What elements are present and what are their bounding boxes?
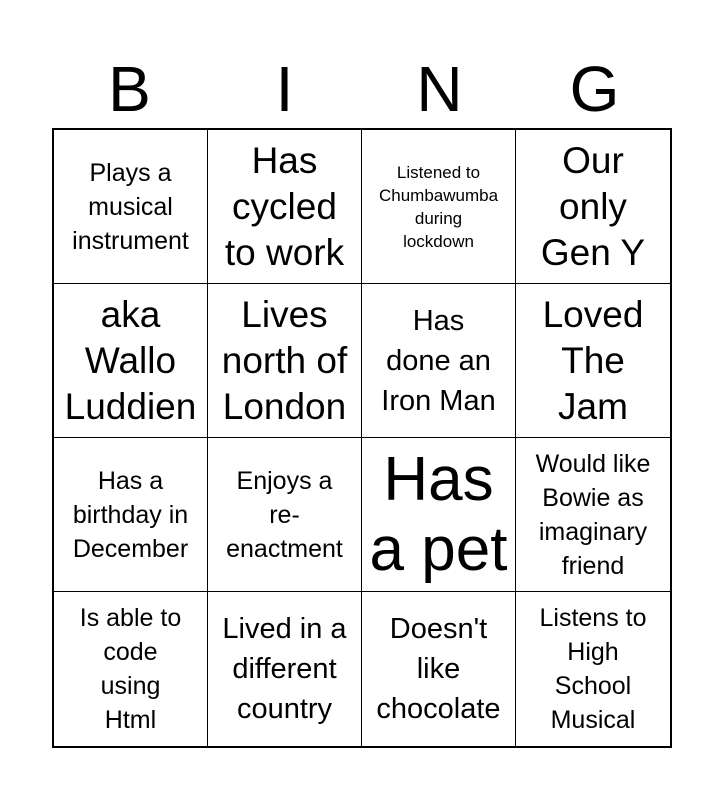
cell-text: Our only Gen Y bbox=[540, 139, 646, 273]
bingo-cell-r3c2[interactable] bbox=[208, 438, 362, 592]
cell-text: Lived in a different country bbox=[222, 613, 347, 725]
bingo-board bbox=[52, 128, 672, 748]
bingo-cell-r4c4[interactable] bbox=[516, 592, 670, 746]
bingo-cell-r2c4[interactable] bbox=[516, 284, 670, 438]
cell-text: Listened to Chumbawumba during lockdown bbox=[378, 162, 499, 251]
cell-text: Has a birthday in December bbox=[72, 466, 189, 563]
header-letter-n: N bbox=[416, 53, 463, 125]
bingo-cell-r4c2[interactable] bbox=[208, 592, 362, 746]
bingo-cell-r2c3[interactable] bbox=[362, 284, 516, 438]
cell-text: Is able to code using Html bbox=[79, 604, 182, 734]
bingo-cell-r3c3[interactable] bbox=[362, 438, 516, 592]
bingo-cell-r1c2[interactable] bbox=[208, 130, 362, 284]
cell-text: Has a pet bbox=[369, 444, 508, 584]
bingo-cell-r1c1[interactable] bbox=[54, 130, 208, 284]
bingo-cell-r3c4[interactable] bbox=[516, 438, 670, 592]
header-letter-g: G bbox=[569, 53, 620, 125]
cell-text: Has cycled to work bbox=[224, 139, 345, 273]
cell-text: Listens to High School Musical bbox=[539, 604, 647, 734]
cell-text: Would like Bowie as imaginary friend bbox=[535, 449, 651, 580]
bingo-cell-r2c2[interactable] bbox=[208, 284, 362, 438]
bingo-cell-r1c4[interactable] bbox=[516, 130, 670, 284]
cell-text: Plays a musical instrument bbox=[72, 158, 189, 255]
cell-text: Lives north of London bbox=[221, 293, 348, 427]
cell-text: Enjoys a re- enactment bbox=[226, 466, 343, 563]
header-letter-b: B bbox=[108, 53, 151, 125]
bingo-cell-r1c3[interactable] bbox=[362, 130, 516, 284]
cell-text: aka Wallo Luddien bbox=[64, 293, 197, 427]
bingo-cell-r3c1[interactable] bbox=[54, 438, 208, 592]
cell-text: Has done an Iron Man bbox=[381, 304, 496, 417]
cell-text: Doesn't like chocolate bbox=[376, 613, 501, 725]
cell-text: Loved The Jam bbox=[542, 293, 644, 427]
bingo-cell-r4c3[interactable] bbox=[362, 592, 516, 746]
bingo-cell-r4c1[interactable] bbox=[54, 592, 208, 746]
bingo-cell-r2c1[interactable] bbox=[54, 284, 208, 438]
header-letter-i: I bbox=[275, 53, 294, 125]
bingo-header bbox=[52, 50, 672, 128]
